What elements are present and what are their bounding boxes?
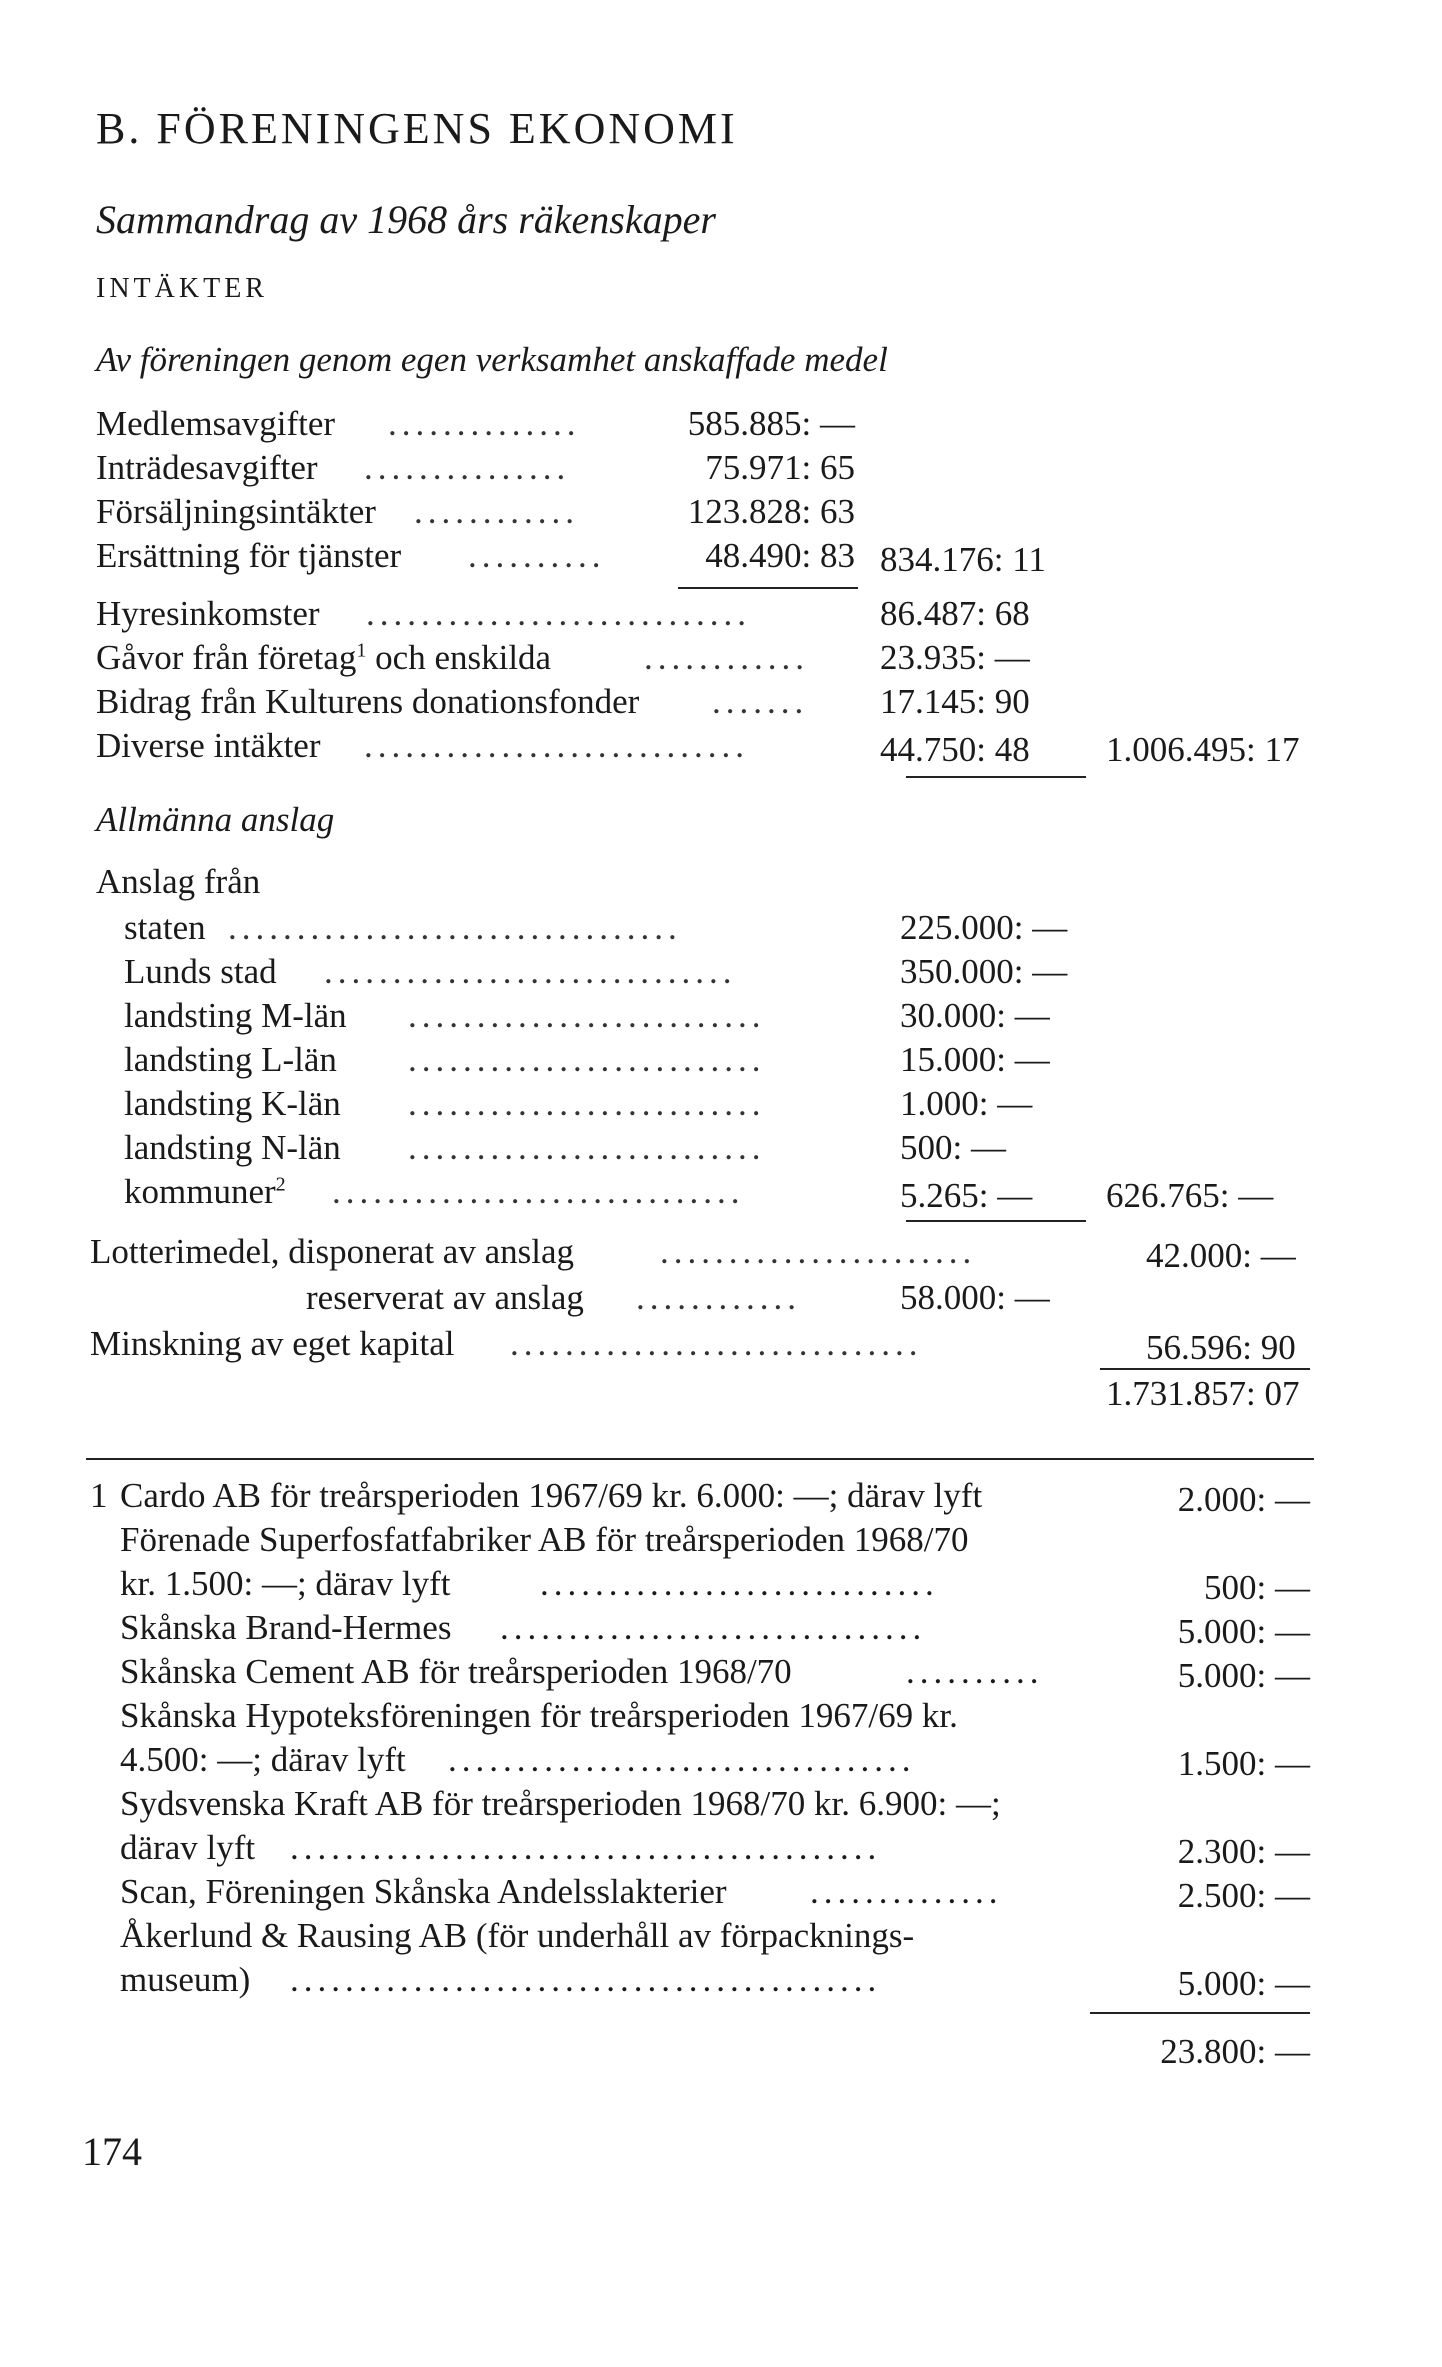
row-value: 75.971: 65 [705,448,855,487]
row-value: 500: — [900,1128,1006,1167]
footnote-divider [86,1458,1314,1460]
footnote-marker: 1 [90,1476,108,1515]
grant-row [124,1126,856,1170]
footnote-value: 5.000: — [1177,1964,1310,2003]
leader-dots: .............................. [510,1324,923,1363]
income-row [96,680,856,724]
leader-dots: .......................... [408,996,766,1035]
footnote-line: kr. 1.500: —; därav lyft [120,1564,451,1603]
footnote-ref: 1 [356,639,367,662]
leader-dots: ............................ [364,726,749,765]
row-label: Medlemsavgifter [96,404,336,443]
row-total-value: 56.596: 90 [1146,1328,1296,1367]
footnote-total-rule [1090,2012,1310,2014]
row-value: 15.000: — [900,1040,1050,1079]
leader-dots: .............. [810,1872,1003,1911]
page-subtitle: Sammandrag av 1968 års räkenskaper [96,197,716,242]
footnote-value: 2.300: — [1177,1832,1310,1871]
income-row [96,724,856,768]
leader-dots: .......................... [408,1128,766,1167]
leader-dots: .......................... [408,1040,766,1079]
row-value: 17.145: 90 [880,682,1030,721]
leader-dots: ....... [712,682,809,721]
row-label: Inträdesavgifter [96,448,318,487]
grant-row [124,950,856,994]
footnote-value: 2.500: — [1177,1876,1310,1915]
total-rule [1100,1368,1310,1370]
row-label: reserverat av anslag [306,1278,584,1317]
row-value: 30.000: — [900,996,1050,1035]
row-total-value: 42.000: — [1146,1236,1296,1275]
row-value: 350.000: — [900,952,1068,991]
subtotal-rule [678,587,858,589]
leader-dots: ............................. [540,1564,939,1603]
grants-heading: Allmänna anslag [96,800,335,839]
row-label: Försäljningsintäkter [96,492,376,531]
leader-dots: ............................... [500,1608,927,1647]
leader-dots: ................................. [228,908,682,947]
row-label-text: Gåvor från företag [96,638,357,677]
footnote-value: 5.000: — [1177,1656,1310,1695]
page-number: 174 [82,2129,142,2174]
section-heading: B. FÖRENINGENS EKONOMI [96,104,738,153]
footnote-line: Skånska Cement AB för treårsperioden 1968/70 [120,1652,792,1691]
leader-dots: ....................... [660,1232,977,1271]
leader-dots: .............................. [324,952,737,991]
footnote-line: Sydsvenska Kraft AB för treårsperioden 1968/70 kr. 6.900: —; [120,1784,1001,1823]
row-value: 23.935: — [880,638,1030,677]
row-label [96,636,551,680]
leader-dots: .......... [468,536,606,575]
footnote-line: Åkerlund & Rausing AB (för underhåll av förpacknings- [120,1916,915,1955]
grant-row [124,1170,856,1214]
row-label: Hyresinkomster [96,594,320,633]
footnote-line: därav lyft [120,1828,256,1867]
row-value: 58.000: — [900,1278,1050,1317]
row-value: 86.487: 68 [880,594,1030,633]
leader-dots: .............. [388,404,581,443]
row-label-text: kommuner [124,1172,276,1211]
leader-dots: ............ [644,638,809,677]
leader-dots: ............... [364,448,571,487]
row-label: Ersättning för tjänster [96,536,402,575]
income-row [96,592,856,636]
footnote-line: Skånska Hypoteksföreningen för treårsperioden 1967/69 kr. [120,1696,958,1735]
row-value: 1.000: — [900,1084,1033,1123]
subtotal-value: 834.176: 11 [880,540,1046,579]
footnote-line: Cardo AB för treårsperioden 1967/69 kr. 6.000: —; därav lyft [120,1476,983,1515]
grants-intro: Anslag från [96,862,261,901]
income-row [96,490,656,534]
capital-row [90,1322,1086,1366]
row-label: Minskning av eget kapital [90,1324,455,1363]
row-label: Diverse intäkter [96,726,321,765]
footnote-line: 4.500: —; därav lyft [120,1740,406,1779]
row-label: landsting N-län [124,1128,341,1167]
row-value: 44.750: 48 [880,730,1030,769]
section-total-value: 1.006.495: 17 [1106,730,1300,769]
leader-dots: ............ [414,492,579,531]
row-label-rest: och enskilda [366,638,552,677]
grant-row [124,1082,856,1126]
subtotal-rule [906,1220,1086,1222]
footnote-value: 500: — [1204,1568,1310,1607]
leader-dots: .............................. [332,1172,745,1211]
footnote-value: 5.000: — [1177,1612,1310,1651]
row-label: landsting K-län [124,1084,341,1123]
row-value: 585.885: — [687,404,855,443]
subtotal-rule [906,776,1086,778]
grant-row [124,1038,856,1082]
grand-total-value: 1.731.857: 07 [1106,1374,1300,1413]
footnote-ref: 2 [275,1173,286,1196]
footnote-line: Scan, Föreningen Skånska Andelsslakterier [120,1872,727,1911]
leader-dots: ............................ [366,594,751,633]
footnote-total: 23.800: — [1160,2032,1310,2071]
footnote-line: Skånska Brand-Hermes [120,1608,452,1647]
row-value: 225.000: — [900,908,1068,947]
income-row [96,534,656,578]
leader-dots: .................................. [448,1740,916,1779]
footnote-value: 1.500: — [1177,1744,1310,1783]
grant-row [124,994,856,1038]
income-row [96,402,656,446]
income-heading: INTÄKTER [96,273,268,304]
row-label: Bidrag från Kulturens donationsfonder [96,682,640,721]
section-total-value: 626.765: — [1106,1176,1274,1215]
income-row [96,446,656,490]
row-value: 48.490: 83 [705,536,855,575]
footnote-value: 2.000: — [1177,1480,1310,1519]
row-label [124,1170,286,1214]
row-label: staten [124,908,206,947]
leader-dots: .......... [906,1652,1044,1691]
income-row [96,636,856,680]
lottery-reserved-row [306,1276,866,1320]
row-label: landsting L-län [124,1040,337,1079]
leader-dots: ........................................... [290,1828,882,1867]
leader-dots: .......................... [408,1084,766,1123]
row-label: landsting M-län [124,996,347,1035]
row-label: Lotterimedel, disponerat av anslag [90,1232,575,1271]
row-label: Lunds stad [124,952,277,991]
lottery-row [90,1230,1086,1274]
footnote-line: museum) [120,1960,251,1999]
row-value: 123.828: 63 [687,492,855,531]
footnote-line: Förenade Superfosfatfabriker AB för treårsperioden 1968/70 [120,1520,969,1559]
leader-dots: ........................................... [290,1960,882,1999]
row-value: 5.265: — [900,1176,1033,1215]
own-funds-heading: Av föreningen genom egen verksamhet anskaffade medel [96,340,888,379]
leader-dots: ............ [636,1278,801,1317]
grant-row [124,906,856,950]
